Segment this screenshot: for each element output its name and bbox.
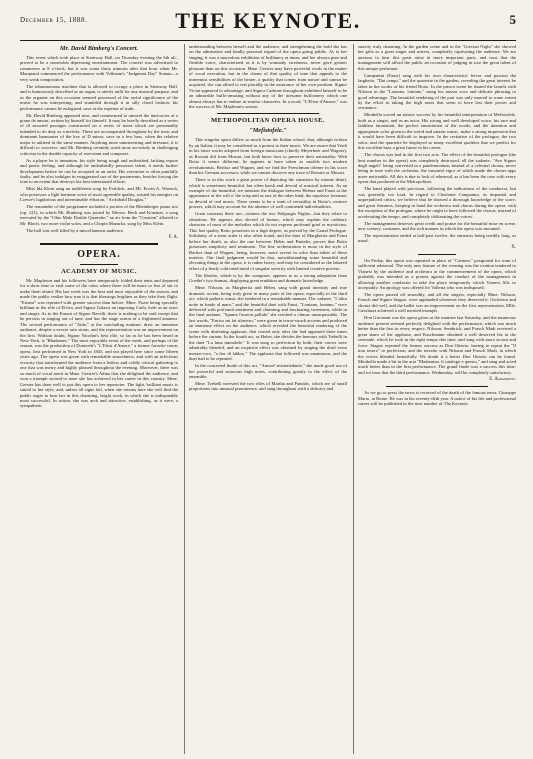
issue-date: December 15, 1888. [20, 16, 88, 24]
article-paragraph: understanding between herself and the audience, and strengthening the hold she has on the admiration and kindly personal regard of the opera going public. As to her singing, it was a marvelous exhibition of brilliancy at times, and her always pure and flexible voice, characterized as it is by womanly sweetness, never gave greater pleasure than on this occasion. Mme. Gerster may have powerful rivals in the matter of vocal execution, but in the charm of that quality of tone that appeals to the innermost sensibilities of the hearer, a quality that comes from nature and cannot be acquired, she can afford to rest placidly in the assurance of her own position. Signor Vicini appeared to advantage, and Signor Carbone throughout exhibited himself to be an admirable buffo-amusing without any of the tiresome buffoonery which one almost always has to endure in similar characters. In a word, "L'Elisir d'Amore," was the success of Mr. Mapleson's season. [189, 44, 347, 109]
column-divider [184, 44, 185, 754]
masthead [20, 6, 516, 41]
article-paragraph: There is in this work a great power of depicting the situations by minute detail, which is sometimes beautiful, but often harsh and devoid of musical interest. As an example of the beautiful, we mention the dialogue between Helena and Faust at the appearance of the will o' the wisp and as one of the other kind, the repulsive foreman, so devoid of real music. There seems to be a want of versatility in Boito's creative powers, which may account for the absence of well contrasted individualities. [189, 177, 347, 210]
section-heading-opera: OPERA. [77, 249, 121, 260]
article-subheading-mefistofele: "Mefistofele." [249, 127, 287, 135]
author-signature: X. [511, 245, 516, 251]
article-paragraph: In the concerted finale of this act, "Amore! misteriedante," she made good use of her powerful and sonorous high notes, contributing greatly to the effect of the ensemble. [189, 363, 347, 379]
article-columns [20, 44, 516, 754]
article-heading-academy-of-music: ACADEMY OF MUSIC. [61, 268, 137, 275]
article-paragraph: The remainder of the programme included a portion of the Rheinberger piano trio (op. 121), in which Mr. Bimberg was joined by Messrs. Beck and Kraemer, a song executed by the "Ohio Male Double Quartette," an air from the "Creation" allotted to Mr. Bloch, two more violin solos, and a Chopin Mazurka, sung by Miss Klein. [20, 204, 178, 226]
obituary-notice: As we go to press the news is received of the death of the famous tenor, Giuseppe Mario, at Rome. He was in his seventy-fifth year. A notice of his life and professional career will be published in the next number of The Keynote. [358, 390, 516, 407]
article-paragraph: This singular opera differs so much from the Italian school, that, although written by an Italian, it may be considered as a protest to their music. We are aware that Verdi in his latter works adopted from foreign musicians (chiefly Meyerbeer and Wagner), as Rossini did from Mozart, but both knew how to preserve their nationality. With Boito it seems different; he appears to have taken as models two modern revolutionists, Berlioz and Wagner, and we find the Frenchman oftener in his score than his German successor, while we cannot discover any trace of Rossini or Mozart. [189, 137, 347, 176]
article-paragraph: The representation ended at half-past twelve, the entreacts being terribly long, as usual. [358, 232, 516, 244]
column-1 [20, 44, 178, 754]
author-signature: F. A. [168, 234, 178, 240]
article-heading-metropolitan-opera-house: METROPOLITAN OPERA HOUSE. [211, 117, 325, 125]
article-paragraph: Mirabella scored an artistic success by his beautiful interpretation of Mefistofele, both as a singer, and as an actor. His strong and well developed voice, his rare and faultless intonation, the perfect enunciation of the words, and the intention and appropriate color given to the weird and satanic music, make a strong impression that it would have been difficult to improve. In the recitative of the prologue, the two solos, and the quartette he displayed so many excellent qualities that we predict for this excellent bass a great future in his career. [358, 112, 516, 151]
author-signature: E. Agramonte. [489, 376, 516, 382]
article-paragraph: The band played with precision, following the indications of the conductor, but was generally too loud. In regard to Cleofonte Campanini, as impartial and unprejudiced critics, we believe that he showed a thorough knowledge of the score, and great firmness, keeping in hand the orchestra and chorus during the opera, with the exception of the prologue, where he ought to have followed the chorus, instead of accelerating the tempo, and completely obliterating the voices. [358, 186, 516, 219]
article-paragraph: The libretto, which is by the composer, appears to us a strong adaptation from Goethe's two dramas, displaying great erudition and dramatic knowledge. [189, 272, 347, 284]
article-paragraph: suavity truly charming. In the garden scene and in the "Grecian Night" she showed her gifts as a great singer and actress, completely captivating the audience. We are anxious to hear this great artist in more important parts, and trust that the management will afford the public an occasion of judging in toto the great talent of this unique performer. [358, 44, 516, 71]
article-paragraph: Don Giovanni was the opera given at the matinee last Saturday, and the numerous audience present seemed perfectly delighted with the performance, which was much better than the first in every respect. Nilsson, Sembrich, and Fursch Madi received a great share of the applause, and Kaschmann obtained a well deserved bis in the serenade, which he took in the right tempo this time, and sang with more accent and force. Stagno repeated the former success as Don Ottavio, having to repeat the "Il mio tesoro" to perfection, and the terzetto with Nilsson and Fursch Madi, in which the voices blended beautifully. We doubt it a better Don Ottavio can be found. Mirabella made a hit in the aria "Madamina, il catalogo e questo," and sang and acted much better than in the first performance. The grand finale was a success this time, and we trust that the third performance, Wednesday, will be completely satisfactory. [358, 315, 516, 375]
section-rule [418, 254, 456, 255]
page-number: 5 [509, 12, 516, 27]
section-rule [386, 386, 488, 387]
article-paragraph: The management deserves great credit and praise for the beautiful mise en scene, new scenery, costumes, and the rich manner in which the opera was mounted. [358, 220, 516, 231]
column-divider [353, 44, 354, 754]
section-rule [217, 113, 319, 114]
column-3 [358, 44, 516, 754]
article-paragraph: Mme. Nilsson, as Margherita and Helen, sang with grand intensity and true dramatic accent, being truly great in many parts of the opera, especially in the third act, which pathetic music she rendered in a remarkable manner. The cadante, "L'altra notte in fondo al mare," and the beautiful duet with Faust, "Lontano, lontano," were delivered with profound sentiment and charming and fascinating sweetness, while in the final andante, "Spunta l'aurora pallida" she reached a climax unsurpassable. The last words, "Enrico mi fai ribrezzo," were given in terror-struck accents and produced an immense effect on the audience, which revealed the beautiful rendering of the scene with deafening applause, that ceased only after she had appeared three times before the curtain. In the fourth act, as Helen, she divides the honours with Trebelli in the duet "La luna immobile." It was sung to perfection by both, their voices were admirably blended, and an exquisite effect was obtained by singing the third verse mezza voce, "a fior di labbro." The applause that followed was unanimous, and the duet had to be repeated. [189, 285, 347, 362]
article-paragraph: Mr. Mapleson and his followers have temporarily folded their tents and departed for a short time to visit some of the cities where there will be more or less of stir to make them afraid. His last week was the best and most enjoyable of the season, and made the public realize how true it is that blessings brighten as they take their flight. "Ernani" was repeated with greater success than before. Mme. Pozzi being specially brilliant in the rôle of Elvira, and Signor Galassi an imposing Carlo, both as an actor and singer. As to the Ernani of Signor Ravelli, there is nothing to be said except that he persists in singing out of tune, and has the stage action of a frightened amateur. The second performance of "Aïda," at the concluding matinee, drew an immense audience, despite a severe rain storm, and the representation was an improvement on the first. Without doubt, Signor Nicolini's best rôle, so far as he has been heard in New-York, is "Rhadames." The most enjoyable event of the week, and perhaps of the season, was the production of Donizetti's "L'Elisir d'Amore," a former favorite comic opera, first performed in New York in 1845, and not played here since some fifteen years ago. The opera was given with remarkable smoothness, and with an infectious vivacity that transformed the audience from a listless and coldly critical gathering to one that was merry and highly pleased throughout the evening. Moreover, there was so much of vocal merit in Mme. Gerster's Adina that she delighted the audience, and won a triumph second to none she has achieved in her career in this country. Mme. Gerster has done well to put this opera to her repertoire. The light, brilliant music is suited to her style, and, unless all signs fail, when she returns here she will find the public eager to hear her in this charming, bright work, in which she is indisputably most successful. In action, she was arch and attractive, establishing, as it were, a sympathetic [20, 278, 178, 409]
article-heading-bimberg-concert: Mr. David Bimberg's Concert. [59, 45, 139, 52]
column-2 [189, 44, 347, 754]
article-paragraph: The inharmonious machine that is allowed to occupy a place in Steinway Hall, and is humorously described as an organ, is utterly unfit for any musical purpose, and as the organist on this occasion seemed possessed of the awful significance of the music he was interpreting, and stumbled through it in silly chord fashion; his performance cannot be eulogized, save at the expense of truth. [20, 83, 178, 111]
article-paragraph: Mr. David Bimberg appeared next, and commenced to unravel the intricacies of a piano de amour, written by himself for himself. It may be briefly described as a series of ill assorted passages constructed on a series of notes which are presumably intended to do duty as a melody. These are accompanied throughout by the tonic and dominant harmonies of the key of D minor, save in a few bars, when the relative major is utilized in the same manner. Anything more uninteresting and tiresome, it is difficult to conceive, and Mr. Bimberg certainly acted most un-wisely in challenging criticism in the double capacity of executant and composer. [20, 112, 178, 156]
publication-title: THE KEYNOTE. [175, 8, 361, 33]
section-rule [40, 243, 158, 245]
article-paragraph: The chorus was bad in the first two acts. The effect of the beautiful prologue (the best number in the opera) was completely destroyed, all the sudante, "Ave Signor degli angeli" being converted in a pandemonium, instead of a celestial chorus, never being in tune with the orchestra, the unsound vigor of which made the chorus-apps more noticeable. All this is due to lack of rehearsal, as it has been the case with every opera that produced at the Metropolitan. [358, 152, 516, 185]
article-paragraph: Campanini (Faust) sang with his own characteristic fervor and passion the larghetto, "Dai campi," and the quartette in the garden, revealing the great interest he takes in the works of his friend Boito. In the prison scene he shared the laurels with Nilsson in the "Lontano, lontano," using his mezza voce and delicate phrasing to good advantage. The beautiful rendering of the part was only marred to some extent by the effort in taking the high notes that seem to have lost their power and resonance. [358, 72, 516, 111]
article-paragraph: This event which took place at Steinway Hall, on Thursday evening the 6th ult., proved to be a somewhat depressing entertainment. The concert was advertised to commence at 8 o'clock, but it was some thirty minutes after that hour when Mr. Marquand commenced the performance with Volkman's "Judgment Day" Sonata—a very weak composition. [20, 55, 178, 82]
section-rule [80, 264, 118, 265]
article-paragraph: Great contrasts there are—witness the two Walpurgis Nights—but they relate to situations. He appears also devoid of humor, which may explain the ordinary character of most of the melodies which do not express profound grief or mysticism. This last quality Boito possesses in a high degree, as proved by the Grand Prologue. Solidarity of a stern order is also often found, and the duet of Margherita and Faust before her death, as also the one between Helen and Pantalis, proves that Boito possesses simplicity and sentiment. The fine orchestration is more in the style of Berlioz than of Wagner, being, however, more severe in color than either of these masters. Our final judgment would be that, notwithstanding some beautiful and elevating things in the opera, it is rather heavy, and may be considered as the labored effort of a finely cultivated mind of singular severity with limited creative powers. [189, 211, 347, 271]
article-paragraph: On Friday, this opera was repeated in place of "Carmen," postponed for want of sufficient rehearsal. The only new feature of the evening was the ovation tendered to Vianesi by the audience and orchestra at the commencement of the opera, which probably was intended as a protest against the conduct of the management in allowing another conductor to take the place temporarily which Vianesi fills so acceptably. An apology was offered for Valleria who was indisposed. [358, 257, 516, 291]
article-paragraph: Miss Ida Klein sang an indifferent song by Frohlich, and Mr. Erwin A. Wunsch, who possesses a light baritone voice of most agreeable quality, wasted his energies on Loewe's lugubrious and interminable effusion, "Archibald Douglas." [20, 186, 178, 203]
article-paragraph: Mme. Trebelli invested the two rôles of Martha and Pantalis, which are of small proportions into unusual prominence, and sang throughout with a delicacy and [189, 380, 347, 392]
article-paragraph: As a player he is immature, his style being rough and unfinished, lacking repose and poetic feeling; and although he undoubtedly possesses talent, it needs further development before he can be accepted as an artist. His execution is often painfully faulty, and he also indulges in exaggerated use of the portamento, besides forcing the tone to an extent that destroys his best intentioned efforts. [20, 157, 178, 185]
article-paragraph: The hall was well filled by a miscellaneous audience. [26, 227, 125, 233]
newspaper-page [20, 6, 516, 754]
article-paragraph: The opera passed off smoothly, and all the singers, especially Mme. Nilsson, Fursch and Signor Stagno, were applauded whenever they deserved it. Orchestra and chorus did well, and the ballet was an improvement on the first representation. Mlle. Cavalazzi achieved a well merited triumph. [358, 292, 516, 314]
